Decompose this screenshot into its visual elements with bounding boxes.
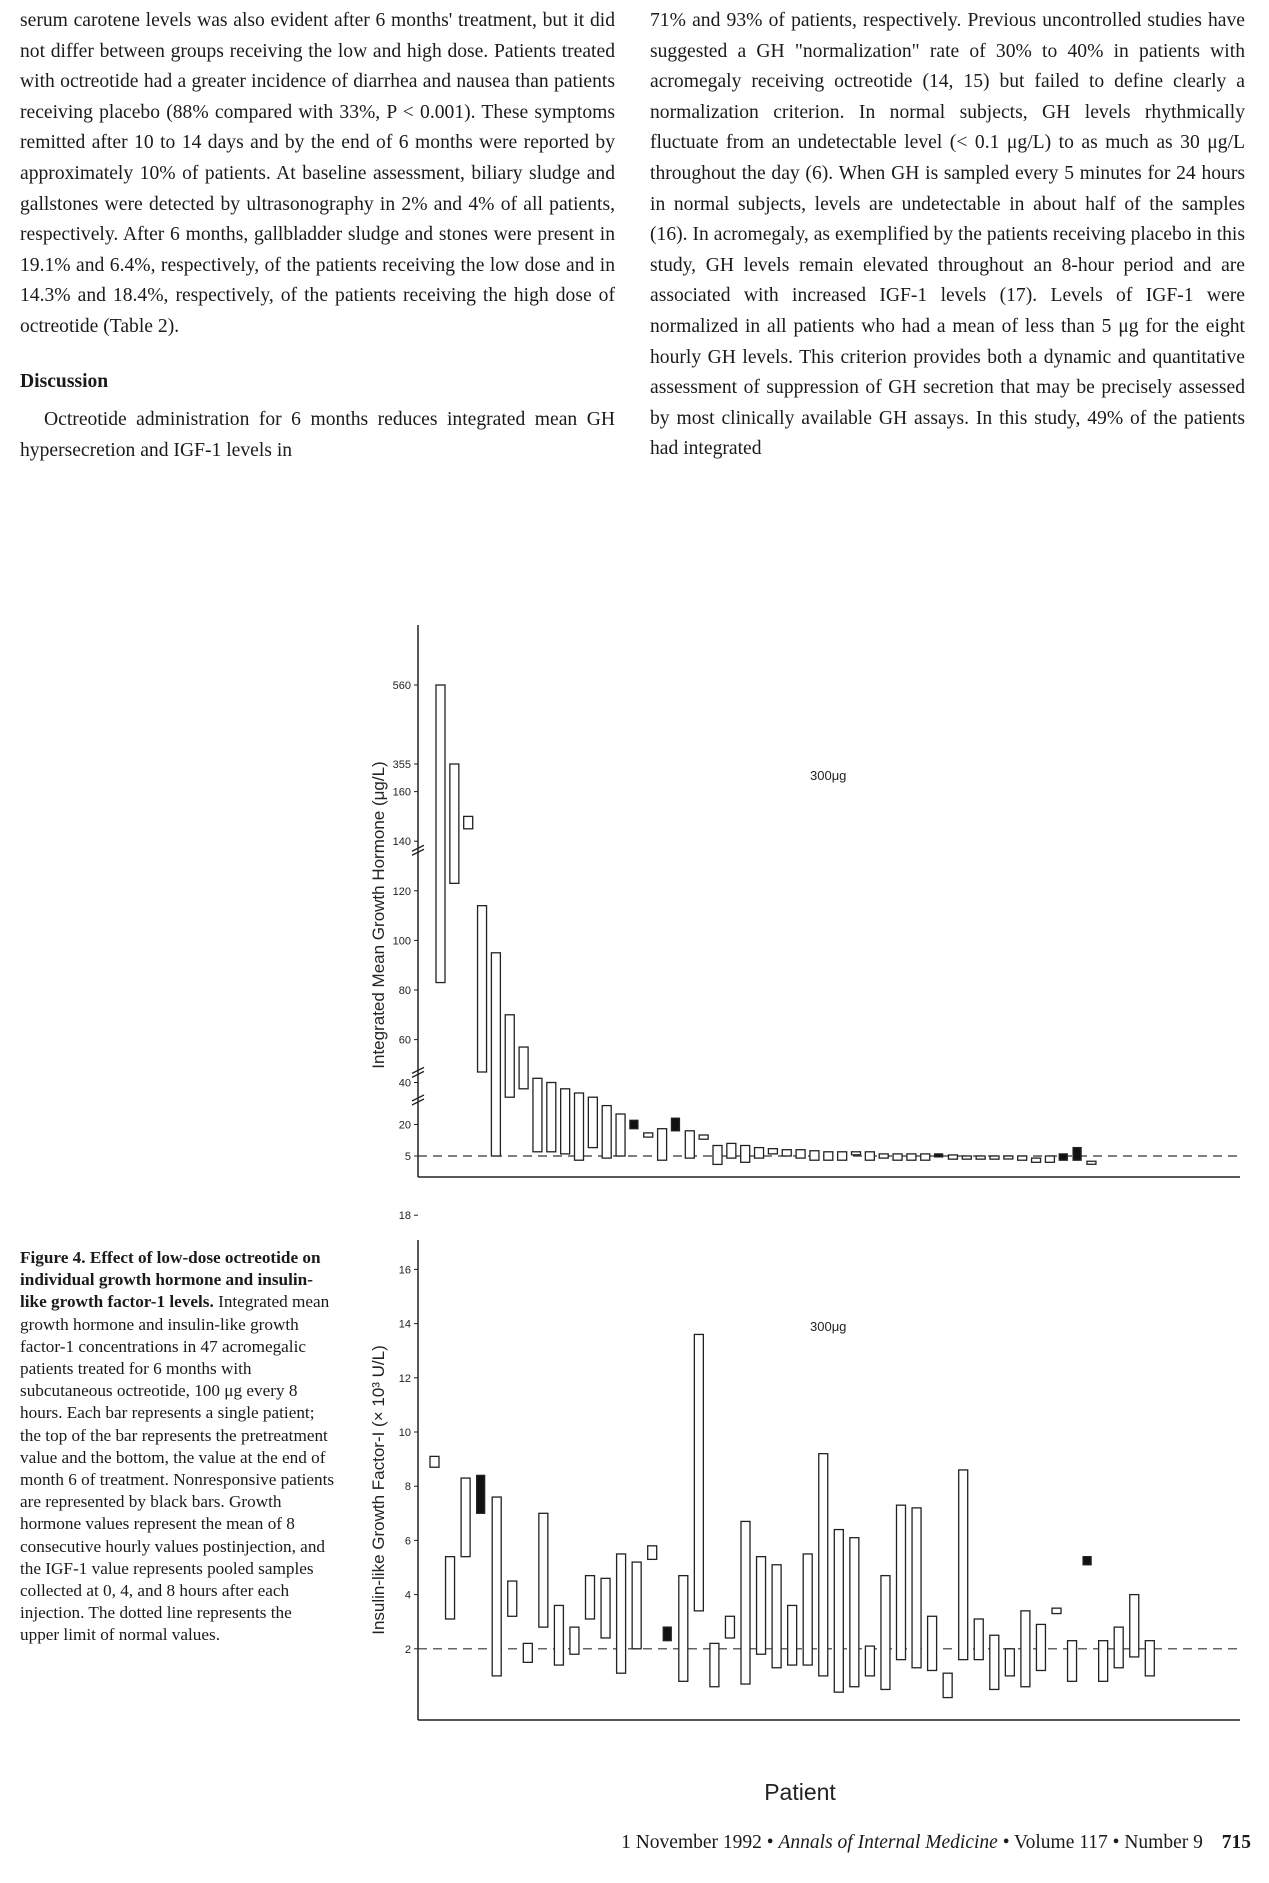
igf-bar <box>725 1616 734 1638</box>
gh-bar <box>575 1093 584 1160</box>
igf-bar <box>508 1581 517 1616</box>
igf-bar-nonresponder <box>663 1627 671 1641</box>
gh-bar <box>491 953 500 1156</box>
igf-tick-label: 14 <box>398 1318 411 1331</box>
footer-number: Number 9 <box>1124 1832 1203 1853</box>
igf-bar <box>1021 1611 1030 1687</box>
footer-journal: Annals of Internal Medicine <box>778 1832 998 1853</box>
igf-bar <box>850 1538 859 1687</box>
gh-tick-label: 120 <box>392 885 411 898</box>
igf-bar <box>1036 1624 1045 1670</box>
body-paragraph: Octreotide administration for 6 months reduces integrated mean GH hypersecretion and IGF-1 levels in <box>20 409 615 461</box>
gh-bar <box>602 1106 611 1159</box>
gh-bar <box>1045 1156 1054 1162</box>
gh-bar <box>907 1154 916 1160</box>
gh-bar <box>948 1155 957 1159</box>
gh-bar <box>644 1133 653 1137</box>
igf-bar <box>865 1646 874 1676</box>
gh-dose-label: 300μg <box>810 768 847 783</box>
gh-bar <box>865 1152 874 1160</box>
gh-bar <box>796 1150 805 1158</box>
gh-tick-label: 140 <box>392 836 411 849</box>
gh-bar <box>755 1148 764 1159</box>
gh-bar <box>962 1156 971 1159</box>
gh-bar <box>450 764 459 883</box>
gh-chart <box>369 625 1240 1177</box>
gh-bar <box>1087 1161 1096 1164</box>
igf-bar-nonresponder <box>477 1475 485 1513</box>
igf-dose-label: 300μg <box>810 1319 847 1334</box>
gh-bar <box>616 1114 625 1156</box>
igf-tick-label: 10 <box>398 1427 411 1439</box>
gh-tick-label: 40 <box>398 1077 411 1090</box>
gh-tick-label: 355 <box>392 759 411 771</box>
gh-bar <box>533 1078 542 1152</box>
section-heading: Discussion <box>20 370 109 392</box>
igf-bar <box>741 1521 750 1684</box>
igf-bar <box>1005 1649 1014 1676</box>
igf-bar <box>461 1478 470 1557</box>
gh-bar <box>727 1143 736 1158</box>
gh-tick-label: 160 <box>392 786 411 799</box>
igf-tick-label: 4 <box>404 1589 411 1602</box>
gh-bar <box>990 1156 999 1159</box>
gh-bar <box>561 1089 570 1154</box>
igf-bar <box>803 1554 812 1665</box>
igf-bar <box>1114 1627 1123 1668</box>
gh-bar <box>852 1152 861 1155</box>
gh-bar-nonresponder <box>1059 1154 1067 1160</box>
figure-4 <box>369 625 1260 1810</box>
igf-bar <box>757 1557 766 1655</box>
igf-y-axis-label: Insulin-like Growth Factor-I (× 10³ U/L) <box>369 1345 388 1635</box>
igf-bar <box>1145 1641 1154 1676</box>
gh-bar <box>464 816 473 828</box>
igf-tick-label: 6 <box>404 1535 411 1548</box>
gh-bar <box>782 1150 791 1156</box>
page-number: 715 <box>1221 1832 1251 1853</box>
gh-tick-label: 100 <box>392 935 411 948</box>
igf-bar <box>928 1616 937 1670</box>
igf-bar <box>959 1470 968 1660</box>
igf-bar <box>539 1513 548 1627</box>
igf-bar <box>694 1334 703 1610</box>
footer-date: 1 November 1992 <box>621 1832 762 1853</box>
gh-bar <box>838 1152 847 1160</box>
igf-x-axis-label: Patient <box>764 1779 836 1805</box>
igf-tick-label: 12 <box>398 1372 411 1385</box>
gh-tick-label: 560 <box>392 680 411 692</box>
igf-bar <box>554 1605 563 1665</box>
gh-bar-nonresponder <box>630 1120 638 1128</box>
igf-tick-label: 16 <box>398 1264 411 1277</box>
igf-bar <box>819 1454 828 1676</box>
body-paragraph: 71% and 93% of patients, respectively. Previous uncontrolled studies have suggested a GH "normalization" rate of 30% to 40% in patients with acromegaly receiving octreotide (14, 15) but failed to define clearly a normalization criterion. In normal subjects, GH levels rhythmically fluctuate from an undetectable level (< 0.1 μg/L) to as much as 30 μg/L throughout the day (6). When GH is sampled every 5 minutes for 24 hours in normal subjects, levels are undetectable in about half of the samples (16). In acromegaly, as exemplified by the patients receiving placebo in this study, GH levels remain elevated throughout an 8-hour period and are associated with increased IGF-1 levels (17). Levels of IGF-1 were normalized in all patients who had a mean of less than 5 μg for the eight hourly GH levels. This criterion provides both a dynamic and quantitative assessment of suppression of GH secretion that may be precisely assessed by most clinically available GH assays. In this study, 49% of the patients had integrated <box>650 10 1245 460</box>
igf-bar <box>990 1635 999 1689</box>
igf-bar <box>430 1456 439 1467</box>
igf-bar <box>1052 1608 1061 1613</box>
gh-tick-label: 20 <box>398 1119 411 1132</box>
igf-tick-label: 2 <box>404 1643 411 1656</box>
gh-bar <box>713 1146 722 1165</box>
igf-bar <box>586 1576 595 1619</box>
gh-bar <box>658 1129 667 1161</box>
igf-bar <box>1130 1595 1139 1657</box>
igf-bar <box>601 1578 610 1638</box>
gh-bar <box>879 1154 888 1158</box>
igf-bar <box>570 1627 579 1654</box>
gh-bar <box>1018 1156 1027 1160</box>
igf-tick-label: 8 <box>404 1481 411 1494</box>
igf-bar <box>788 1605 797 1665</box>
gh-bar <box>810 1151 819 1160</box>
gh-bar <box>824 1152 833 1160</box>
body-paragraph: serum carotene levels was also evident after 6 months' treatment, but it did not differ between groups receiving the low and high dose. Patients treated with octreotide had a greater incidence of diarrhea and nausea than patients receiving placebo (88% compared with 33%, P < 0.001). These symptoms remitted after 10 to 14 days and by the end of 6 months were reported by approximately 10% of patients. At baseline assessment, biliary sludge and gallstones were detected by ultrasonography in 2% and 4% of all patients, respectively. After 6 months, gallbladder sludge and stones were present in 19.1% and 6.4%, respectively, of the patients receiving the low dose and in 14.3% and 18.4%, respectively, of the patients receiving the high dose of octreotide (Table 2). <box>20 10 615 337</box>
igf-bar <box>912 1508 921 1668</box>
gh-bar <box>505 1015 514 1097</box>
gh-bar <box>588 1097 597 1147</box>
igf-bar <box>679 1576 688 1682</box>
gh-bar-nonresponder <box>671 1118 679 1131</box>
gh-bar <box>1004 1156 1013 1159</box>
gh-y-axis-label: Integrated Mean Growth Hormone (μg/L) <box>369 761 388 1069</box>
caption-title: Figure 4. Effect of low-dose octreotide on individual growth hormone and insulin-like growth factor-1 levels. <box>20 1248 321 1312</box>
igf-bar-nonresponder <box>1083 1557 1091 1565</box>
gh-bar <box>519 1047 528 1089</box>
gh-bar <box>741 1146 750 1163</box>
igf-bar <box>523 1643 532 1662</box>
igf-bar <box>834 1530 843 1693</box>
gh-tick-label: 60 <box>398 1034 411 1047</box>
igf-bar <box>943 1673 952 1697</box>
igf-bar <box>446 1557 455 1619</box>
gh-bar-nonresponder <box>935 1154 943 1157</box>
footer-volume: Volume 117 <box>1014 1832 1108 1853</box>
gh-bar <box>921 1154 930 1160</box>
igf-bar <box>897 1505 906 1659</box>
gh-tick-label: 80 <box>398 985 411 997</box>
igf-chart <box>369 1210 1240 1805</box>
gh-bar <box>699 1135 708 1139</box>
gh-tick-label: 5 <box>404 1151 411 1163</box>
left-column <box>20 6 615 466</box>
gh-bar-nonresponder <box>1073 1148 1081 1161</box>
gh-bar <box>1032 1158 1041 1162</box>
gh-bar <box>768 1149 777 1154</box>
gh-bar <box>478 906 487 1072</box>
igf-bar <box>632 1562 641 1649</box>
igf-bar <box>617 1554 626 1673</box>
igf-bar <box>772 1565 781 1668</box>
gh-bar <box>685 1131 694 1158</box>
gh-bar <box>893 1154 902 1160</box>
igf-bar <box>710 1643 719 1686</box>
figure-caption <box>20 1247 335 1647</box>
igf-bar <box>1068 1641 1077 1682</box>
gh-bar <box>976 1156 985 1159</box>
page-footer: 1 November 1992 • Annals of Internal Medicine • Volume 117 • Number 9 715 <box>621 1832 1251 1853</box>
gh-bar <box>436 685 445 983</box>
igf-bar <box>881 1576 890 1690</box>
igf-bar <box>974 1619 983 1660</box>
igf-bar <box>492 1497 501 1676</box>
right-column <box>650 6 1245 465</box>
igf-tick-label: 18 <box>398 1210 411 1223</box>
figure-4-charts <box>369 625 1260 1805</box>
gh-bar <box>547 1083 556 1152</box>
igf-bar <box>1099 1641 1108 1682</box>
caption-text: Integrated mean growth hormone and insulin-like growth factor-1 concentrations in 47 acromegalic patients treated for 6 months with subcutaneous octreotide, 100 μg every 8 hours. Each bar represents a single patient; the top of the bar represents the pretreatment value and the bottom, the value at the end of month 6 of treatment. Nonresponsive patients are represented by black bars. Growth hormone values represent the mean of 8 consecutive hourly values postinjection, and the IGF-1 value represents pooled samples collected at 0, 4, and 8 hours after each injection. The dotted line represents the upper limit of normal values. <box>20 1292 335 1645</box>
igf-bar <box>648 1546 657 1560</box>
